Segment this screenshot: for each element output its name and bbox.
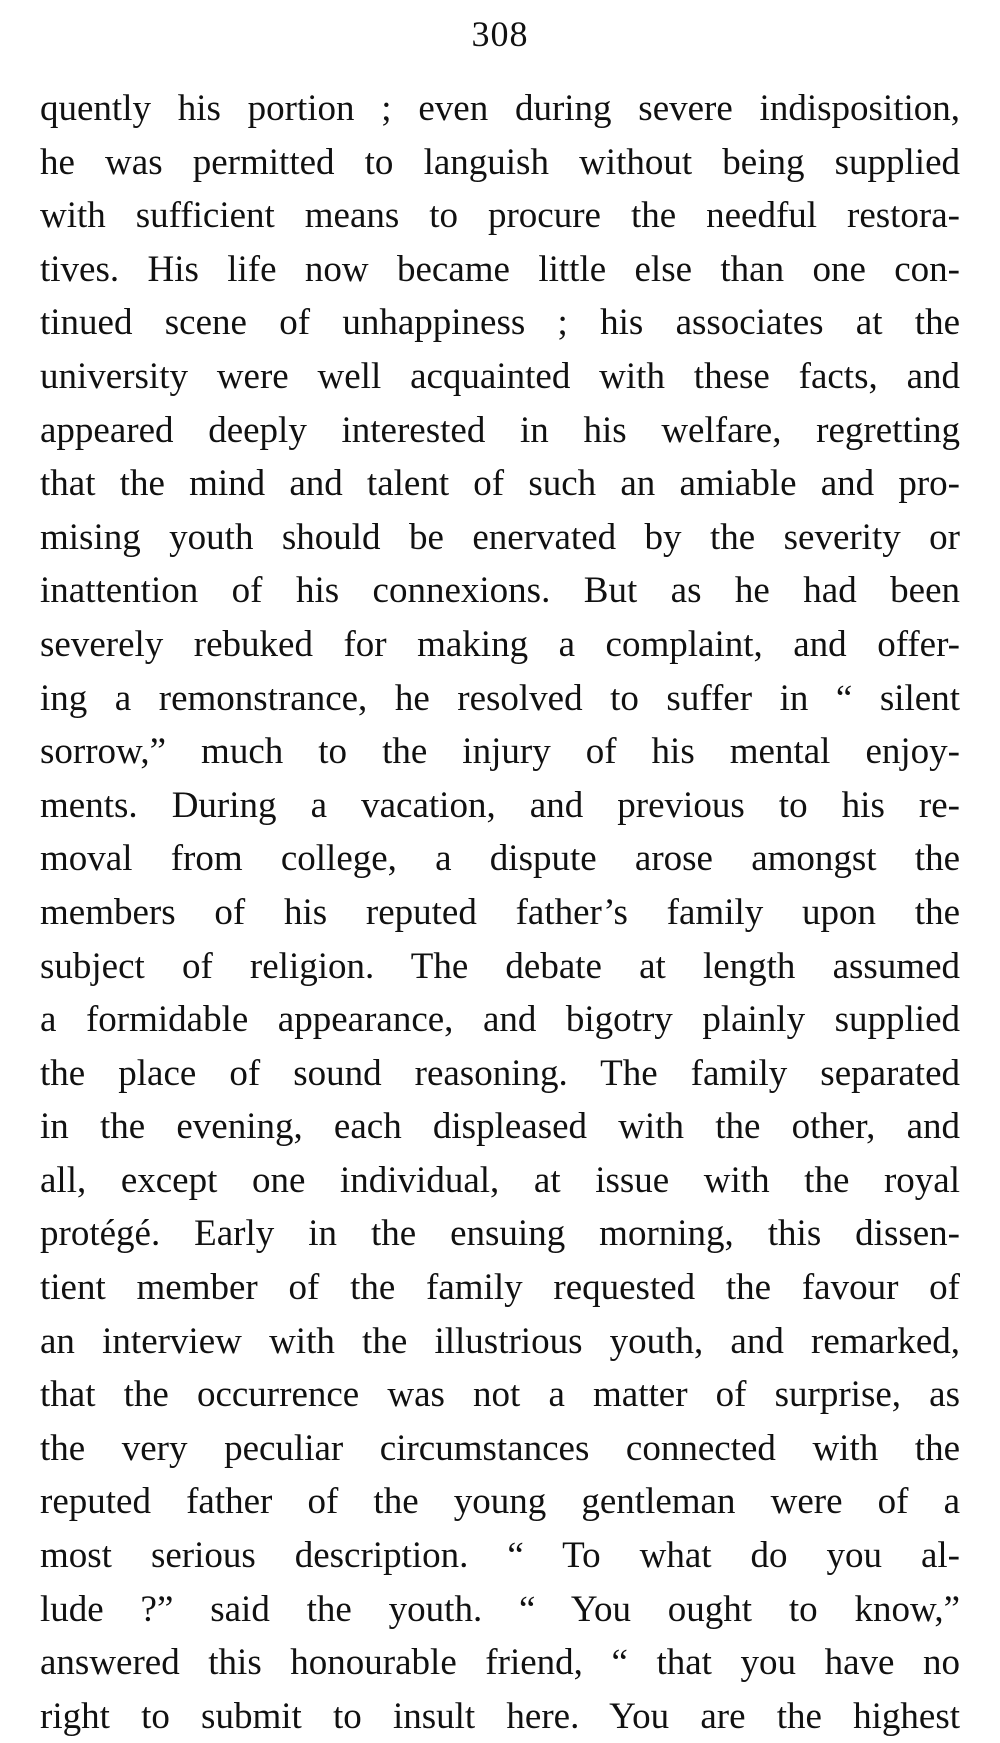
text-line: with sufficient means to procure the needful restora- xyxy=(40,195,960,237)
body-text xyxy=(40,82,960,1743)
text-line: university were well acquainted with these facts, and xyxy=(40,355,960,397)
text-line: members of his reputed father’s family upon the xyxy=(40,891,960,933)
text-line: he was permitted to languish without being supplied xyxy=(40,141,960,183)
text-line: reputed father of the young gentleman were of a xyxy=(40,1481,960,1523)
text-line: quently his portion ; even during severe indisposition, xyxy=(40,88,960,129)
text-line: inattention of his connexions. But as he had been xyxy=(40,570,960,612)
text-line: severely rebuked for making a complaint, and offer- xyxy=(40,623,960,665)
text-line: that the mind and talent of such an amiable and pro- xyxy=(40,463,960,505)
text-line: answered this honourable friend, “ that you have no xyxy=(40,1642,960,1684)
text-line: a formidable appearance, and bigotry plainly supplied xyxy=(40,999,960,1041)
text-line: lude ?” said the youth. “ You ought to know,” xyxy=(40,1588,960,1630)
text-line: most serious description. “ To what do you al- xyxy=(40,1535,960,1577)
page-number: 308 xyxy=(471,14,529,54)
text-line: the place of sound reasoning. The family separated xyxy=(40,1052,960,1094)
text-line: tinued scene of unhappiness ; his associates at the xyxy=(40,302,960,344)
text-line: the very peculiar circumstances connected with the xyxy=(40,1427,960,1469)
text-line: ments. During a vacation, and previous to his re- xyxy=(40,784,960,826)
text-line: right to submit to insult here. You are the highest xyxy=(40,1695,960,1737)
text-line: that the occurrence was not a matter of surprise, as xyxy=(40,1374,960,1416)
text-line: appeared deeply interested in his welfare, regretting xyxy=(40,409,960,451)
text-line: protégé. Early in the ensuing morning, this dissen- xyxy=(40,1213,960,1255)
text-line: all, except one individual, at issue with the royal xyxy=(40,1159,960,1201)
text-line: an interview with the illustrious youth, and remarked, xyxy=(40,1320,960,1362)
text-line: moval from college, a dispute arose amongst the xyxy=(40,838,960,880)
text-line: tives. His life now became little else than one con- xyxy=(40,248,960,290)
text-line: mising youth should be enervated by the severity or xyxy=(40,516,960,558)
text-line: tient member of the family requested the favour of xyxy=(40,1267,960,1309)
text-line: in the evening, each displeased with the other, and xyxy=(40,1106,960,1148)
text-line: ing a remonstrance, he resolved to suffer in “ silent xyxy=(40,677,960,719)
text-line: subject of religion. The debate at length assumed xyxy=(40,945,960,987)
text-line: sorrow,” much to the injury of his mental enjoy- xyxy=(40,731,960,773)
